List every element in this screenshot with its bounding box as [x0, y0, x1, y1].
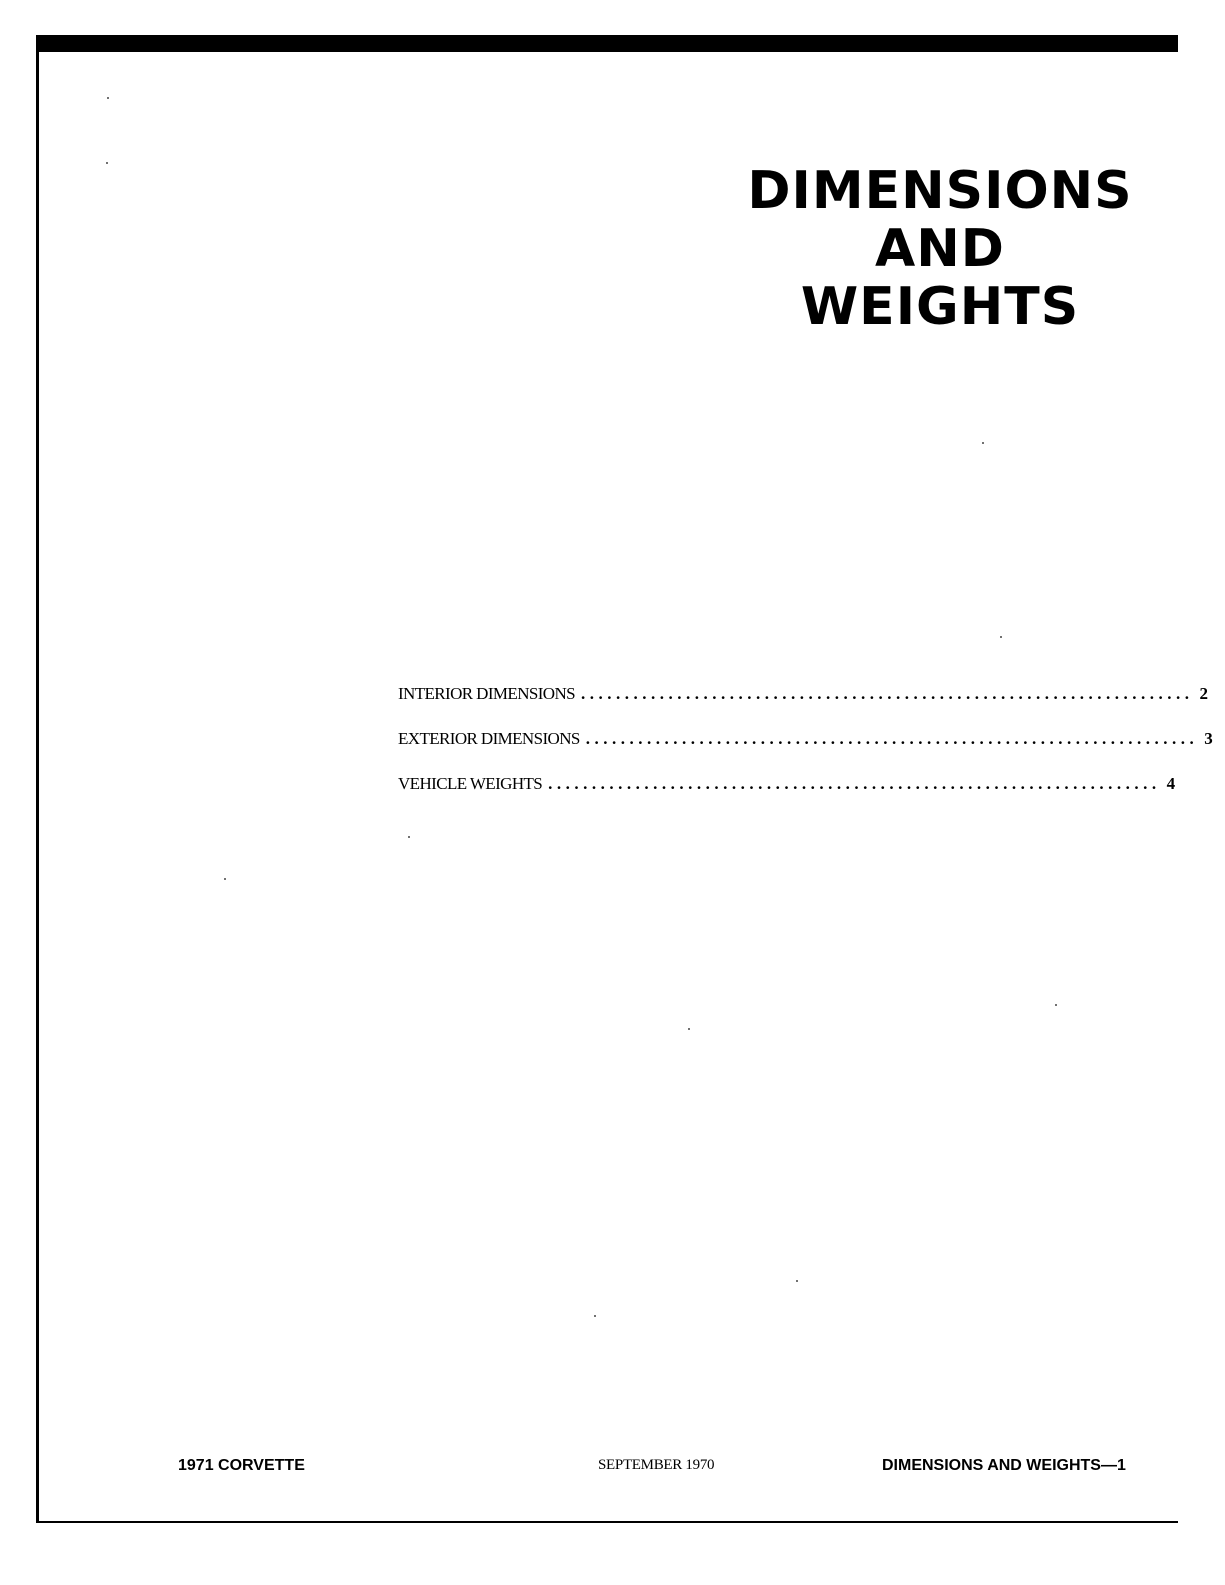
footer-date: SEPTEMBER 1970 [598, 1457, 715, 1473]
scan-speck [408, 836, 410, 838]
toc-leader-dots: ...................................................................... [585, 729, 1199, 748]
title-line-3: WEIGHTS [800, 277, 1080, 337]
scan-speck [224, 878, 226, 880]
toc-entry-label: INTERIOR DIMENSIONS [398, 684, 576, 703]
toc-entry-page: 3 [1204, 729, 1213, 748]
toc-entry-page: 4 [1166, 774, 1176, 793]
bottom-border-rule [36, 1521, 1178, 1523]
scan-speck [107, 97, 109, 99]
toc-leader-dots: ...................................................................... [581, 684, 1194, 703]
toc-entry-label: EXTERIOR DIMENSIONS [398, 729, 580, 748]
toc-entry-vehicle-weights[interactable] [398, 773, 1176, 818]
scan-speck [594, 1315, 596, 1317]
scan-speck [796, 1280, 798, 1282]
toc-entry-page: 2 [1199, 684, 1209, 703]
title-line-2: AND [875, 219, 1005, 279]
toc-entry-interior-dimensions[interactable] [398, 683, 1209, 728]
scan-speck [688, 1028, 690, 1030]
top-border-bar [36, 35, 1178, 52]
table-of-contents [398, 683, 1213, 818]
footer-model: 1971 CORVETTE [178, 1457, 305, 1474]
scan-speck [982, 442, 984, 444]
scan-speck [1000, 636, 1002, 638]
title-line-1: DIMENSIONS [747, 161, 1133, 221]
footer-section-page: DIMENSIONS AND WEIGHTS—1 [882, 1457, 1126, 1474]
left-border-rule [36, 35, 39, 1523]
toc-entry-exterior-dimensions[interactable] [398, 728, 1213, 773]
toc-entry-label: VEHICLE WEIGHTS [398, 774, 543, 793]
scan-speck [1055, 1004, 1057, 1006]
page-title [740, 162, 1140, 336]
toc-leader-dots: ...................................................................... [548, 774, 1161, 793]
scan-speck [106, 162, 108, 164]
